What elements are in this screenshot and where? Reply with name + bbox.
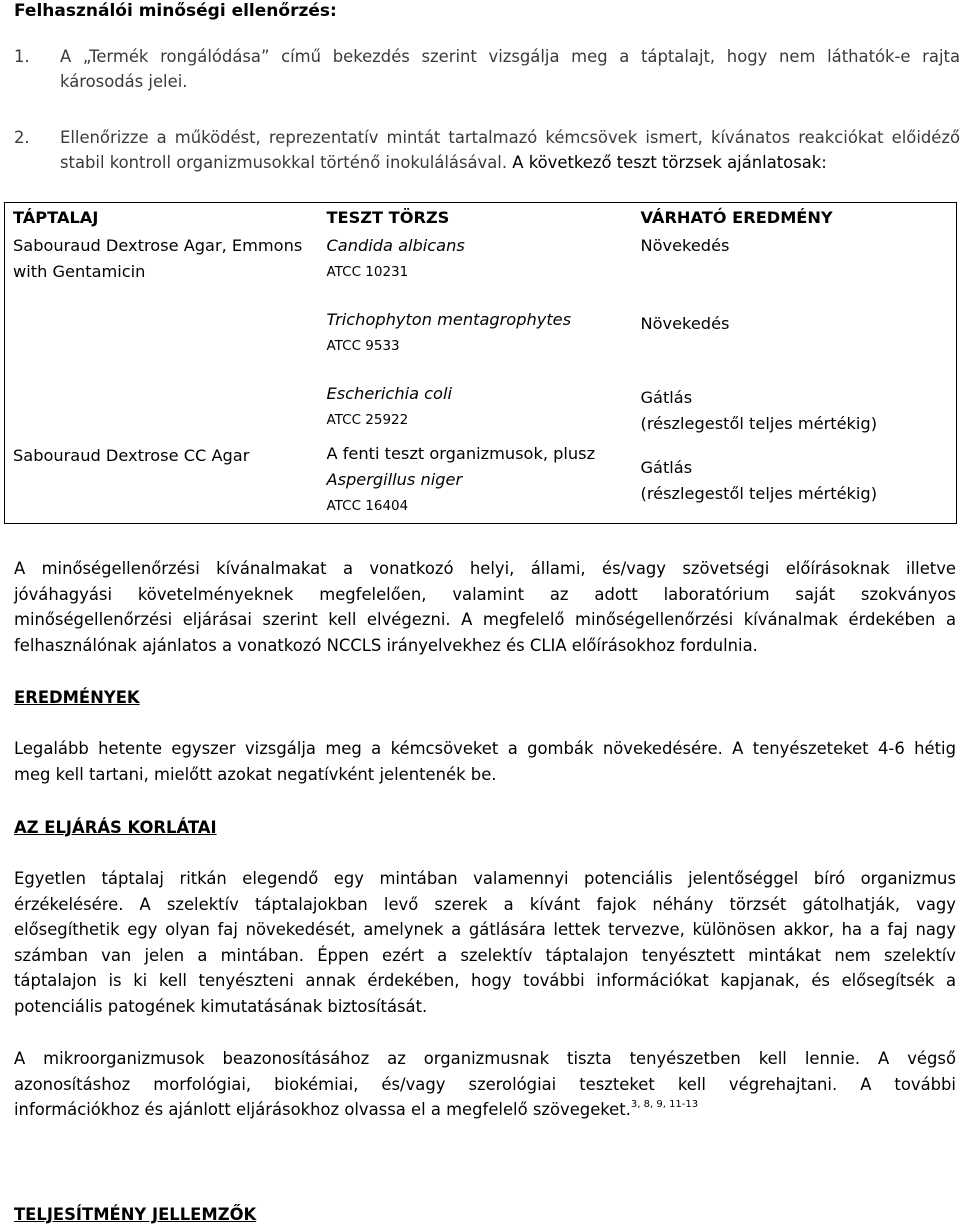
strain-atcc: ATCC 9533 [326, 338, 400, 354]
text-line: azonosításhoz morfológiai, biokémiai, és/vagy szerológiai teszteket kell végrehajtani. A további [14, 1074, 956, 1094]
text-line: potenciális patogének kimutatásának biztosítását. [14, 996, 428, 1016]
step-text: Ellenőrizze a működést, reprezentatív mintát tartalmazó kémcsövek ismert, kívánatos reakciókat előidéző stabil kontroll organizmusokkal történő inokulálásával. [60, 128, 960, 172]
strain-cell [319, 381, 633, 437]
step-text: A „Termék rongálódása” című bekezdés szerint vizsgálja meg a táptalajt, hogy nem láthatók-e rajta károsodás jelei. [60, 47, 960, 91]
strain-atcc: ATCC 25922 [326, 412, 409, 428]
result-cell [633, 437, 957, 524]
text-line: Egyetlen táptalaj ritkán elegendő egy mintában valamennyi potenciális jelentőséggel bíró organizmus [14, 869, 956, 888]
result-cell [633, 381, 957, 437]
expected-result-detail: (részlegestől teljes mértékig) [640, 414, 878, 433]
text-line: számban van jelen a mintában. Éppen ezért a szelektív táptalajon tenyésztett mintákat nem szelektív [14, 945, 956, 965]
column-header-medium: TÁPTALAJ [13, 207, 99, 227]
expected-result-detail: (részlegestől teljes mértékig) [640, 484, 878, 503]
strain-name: Trichophyton mentagrophytes [326, 310, 572, 329]
medium-cell [5, 437, 319, 524]
strain-name: Candida albicans [326, 236, 465, 255]
section-heading-performance: TELJESÍTMÉNY JELLEMZŐK [14, 1205, 257, 1224]
qc-requirements-paragraph [14, 556, 956, 658]
strain-prefix: A fenti teszt organizmusok, plusz [326, 444, 596, 463]
text-line: minőségellenőrzési eljárásai szerint kell elvégezni. A megfelelő minőségellenőrzési kívánalmak érdekében a [14, 610, 956, 630]
text-line: A mikroorganizmusok beazonosításához az organizmusnak tiszta tenyészetben kell lennie. A végső [14, 1049, 956, 1068]
expected-result: Növekedés [640, 236, 730, 255]
table-row [5, 231, 957, 307]
limitations-paragraph-1 [14, 866, 956, 1020]
table-header-row [5, 203, 957, 232]
limitations-paragraph-2 [14, 1046, 956, 1123]
expected-result: Gátlás [640, 388, 693, 407]
strain-cell [319, 231, 633, 307]
medium-name-line1: Sabouraud Dextrose Agar, Emmons [13, 236, 303, 255]
expected-result: Növekedés [640, 314, 730, 333]
medium-name: Sabouraud Dextrose CC Agar [13, 446, 250, 465]
text-line: felhasználónak ajánlatos a vonatkozó NCCLS irányelvekhez és CLIA előírásokhoz fordulnia. [14, 635, 758, 655]
section-heading-limitations: AZ ELJÁRÁS KORLÁTAI [14, 818, 217, 837]
qc-strain-table [4, 202, 957, 524]
strain-atcc: ATCC 16404 [326, 498, 409, 514]
strain-atcc: ATCC 10231 [326, 264, 409, 280]
strain-name: Aspergillus niger [326, 470, 463, 489]
text-line: Legalább hetente egyszer vizsgálja meg a kémcsöveket a gombák növekedésére. A tenyészeteket 4-6 hétig [14, 739, 956, 758]
strain-name: Escherichia coli [326, 384, 452, 403]
text-line: információkhoz és ajánlott eljárásokhoz olvassa el a megfelelő szövegeket. [14, 1100, 631, 1120]
reference-superscript: 3, 8, 9, 11-13 [630, 1099, 699, 1111]
text-line: elősegíthetik egy olyan faj növekedését, amelynek a gátlására lettek tervezve, különösen akkor, ha a faj nagy [14, 920, 956, 940]
medium-cell [5, 231, 319, 437]
medium-name-line2: with Gentamicin [13, 262, 146, 281]
text-line: A minőségellenőrzési kívánalmakat a vonatkozó helyi, állami, és/vagy szövetségi előírásoknak illetve [14, 559, 956, 578]
step-text-continuation: A következő teszt törzsek ajánlatosak: [512, 152, 827, 172]
expected-result: Gátlás [640, 458, 693, 477]
table-row [5, 437, 957, 524]
step-number: 1. [14, 47, 30, 66]
text-line: táptalajon is ki kell tenyészteni annak érdekében, hogy további információkat kapjanak, és elősegítsék a [14, 971, 956, 991]
column-header-result: VÁRHATÓ EREDMÉNY [640, 207, 833, 227]
page-title: Felhasználói minőségi ellenőrzés: [14, 1, 337, 21]
strain-cell [319, 437, 633, 524]
result-cell [633, 307, 957, 381]
section-heading-results: EREDMÉNYEK [14, 688, 140, 707]
step-1 [14, 45, 960, 94]
text-line: meg kell tartani, mielőtt azokat negatívként jelentenék be. [14, 764, 497, 784]
strain-cell [319, 307, 633, 381]
step-number: 2. [14, 128, 30, 147]
text-line: érzékelésére. A szelektív táptalajokban levő szerek a kívánt fajok néhány törzsét gátolhatják, vagy [14, 894, 956, 914]
column-header-strain: TESZT TÖRZS [326, 207, 450, 227]
text-line: jóváhagyási követelményeknek megfelelően, valamint az adott laboratórium saját szokványos [14, 584, 956, 604]
step-2 [14, 126, 960, 175]
results-paragraph [14, 736, 956, 787]
result-cell [633, 231, 957, 307]
